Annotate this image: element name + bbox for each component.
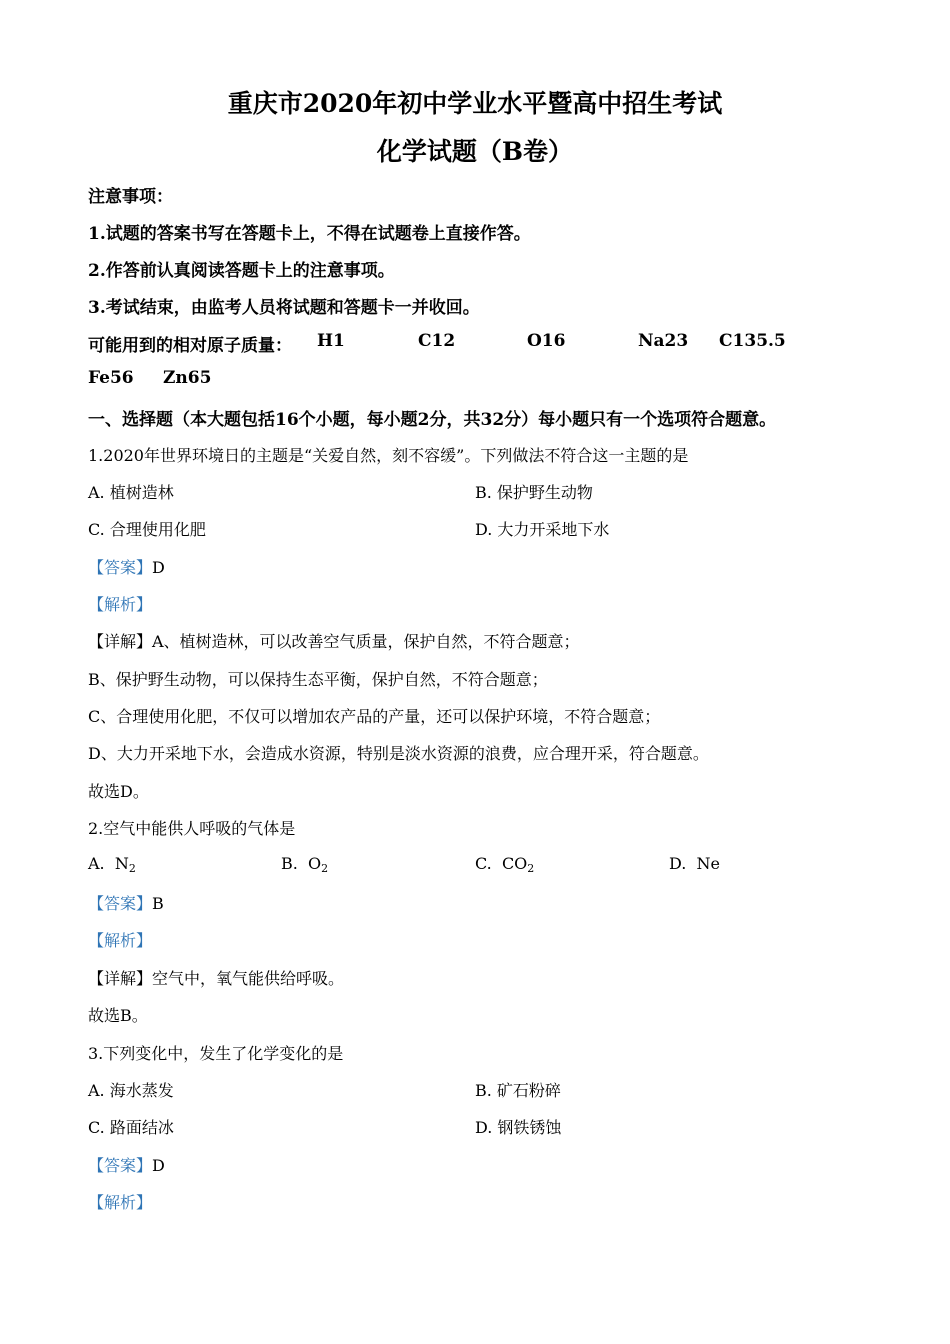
formula: CO bbox=[501, 854, 528, 873]
conclusion: 故选D。 bbox=[88, 782, 149, 801]
option-b: B. 矿石粉碎 bbox=[475, 1081, 561, 1100]
atomic-mass-value: Na23 bbox=[638, 331, 689, 351]
answer-tag: 【答案】 bbox=[88, 894, 153, 913]
answer-value: D bbox=[152, 558, 165, 577]
option-c: C. 路面结冰 bbox=[88, 1118, 174, 1137]
analysis-tag: 【解析】 bbox=[88, 595, 153, 614]
option-letter: D. bbox=[669, 854, 687, 873]
analysis-tag: 【解析】 bbox=[88, 931, 153, 950]
question-stem: 3.下列变化中，发生了化学变化的是 bbox=[88, 1044, 344, 1063]
formula-subscript: 2 bbox=[321, 862, 329, 875]
option-d: D. 钢铁锈蚀 bbox=[475, 1118, 562, 1137]
option-c bbox=[475, 854, 534, 875]
detail-line: 【详解】空气中，氧气能供给呼吸。 bbox=[88, 969, 345, 988]
option-letter: B. bbox=[281, 854, 298, 873]
formula: Ne bbox=[696, 854, 720, 873]
formula-subscript: 2 bbox=[527, 862, 535, 875]
answer-value: D bbox=[152, 1156, 165, 1175]
answer-line bbox=[88, 891, 164, 914]
atomic-mass-value: O16 bbox=[527, 331, 566, 351]
answer-tag: 【答案】 bbox=[88, 1156, 153, 1175]
atomic-mass-value: C135.5 bbox=[719, 331, 786, 351]
question-stem: 2.空气中能供人呼吸的气体是 bbox=[88, 819, 296, 838]
option-a: A. 海水蒸发 bbox=[88, 1081, 174, 1100]
page-title: 重庆市2020年初中学业水平暨高中招生考试 bbox=[227, 89, 723, 118]
notice-heading: 注意事项： bbox=[88, 187, 173, 207]
formula: N bbox=[114, 854, 129, 873]
atomic-mass-value: Zn65 bbox=[163, 368, 212, 388]
option-letter: C. bbox=[475, 854, 492, 873]
formula-subscript: 2 bbox=[128, 862, 136, 875]
question-stem: 1.2020年世界环境日的主题是“关爱自然，刻不容缓”。下列做法不符合这一主题的是 bbox=[88, 446, 689, 465]
answer-value: B bbox=[152, 894, 164, 913]
formula: O bbox=[308, 854, 322, 873]
detail-line: C、合理使用化肥，不仅可以增加农产品的产量，还可以保护环境，不符合题意； bbox=[88, 707, 661, 726]
option-c: C. 合理使用化肥 bbox=[88, 520, 206, 539]
option-a bbox=[88, 854, 136, 875]
notice-item: 2.作答前认真阅读答题卡上的注意事项。 bbox=[88, 261, 395, 281]
option-a: A. 植树造林 bbox=[88, 483, 174, 502]
analysis-tag: 【解析】 bbox=[88, 1193, 153, 1212]
atomic-mass-value: Fe56 bbox=[88, 368, 134, 388]
answer-line bbox=[88, 1153, 165, 1176]
atomic-mass-value: C12 bbox=[418, 331, 456, 351]
detail-line: B、保护野生动物，可以保持生态平衡，保护自然，不符合题意； bbox=[88, 670, 548, 689]
option-d: D. 大力开采地下水 bbox=[475, 520, 610, 539]
page-subtitle: 化学试题（B卷） bbox=[376, 137, 574, 166]
option-d bbox=[669, 854, 720, 875]
answer-line bbox=[88, 555, 165, 578]
option-letter: A. bbox=[88, 854, 105, 873]
notice-item: 1.试题的答案书写在答题卡上，不得在试题卷上直接作答。 bbox=[88, 224, 531, 244]
notice-item: 3.考试结束，由监考人员将试题和答题卡一并收回。 bbox=[88, 298, 480, 318]
answer-tag: 【答案】 bbox=[88, 558, 153, 577]
atomic-mass-label: 可能用到的相对原子质量： bbox=[88, 336, 292, 356]
detail-line: 【详解】A、植树造林，可以改善空气质量，保护自然，不符合题意； bbox=[88, 632, 580, 651]
detail-line: D、大力开采地下水，会造成水资源，特别是淡水资源的浪费，应合理开采，符合题意。 bbox=[88, 744, 709, 763]
option-b bbox=[281, 854, 328, 875]
option-b: B. 保护野生动物 bbox=[475, 483, 593, 502]
section-heading: 一、选择题（本大题包括16个小题，每小题2分，共32分）每小题只有一个选项符合题意。 bbox=[88, 410, 777, 430]
conclusion: 故选B。 bbox=[88, 1006, 148, 1025]
atomic-mass-value: H1 bbox=[317, 331, 345, 351]
